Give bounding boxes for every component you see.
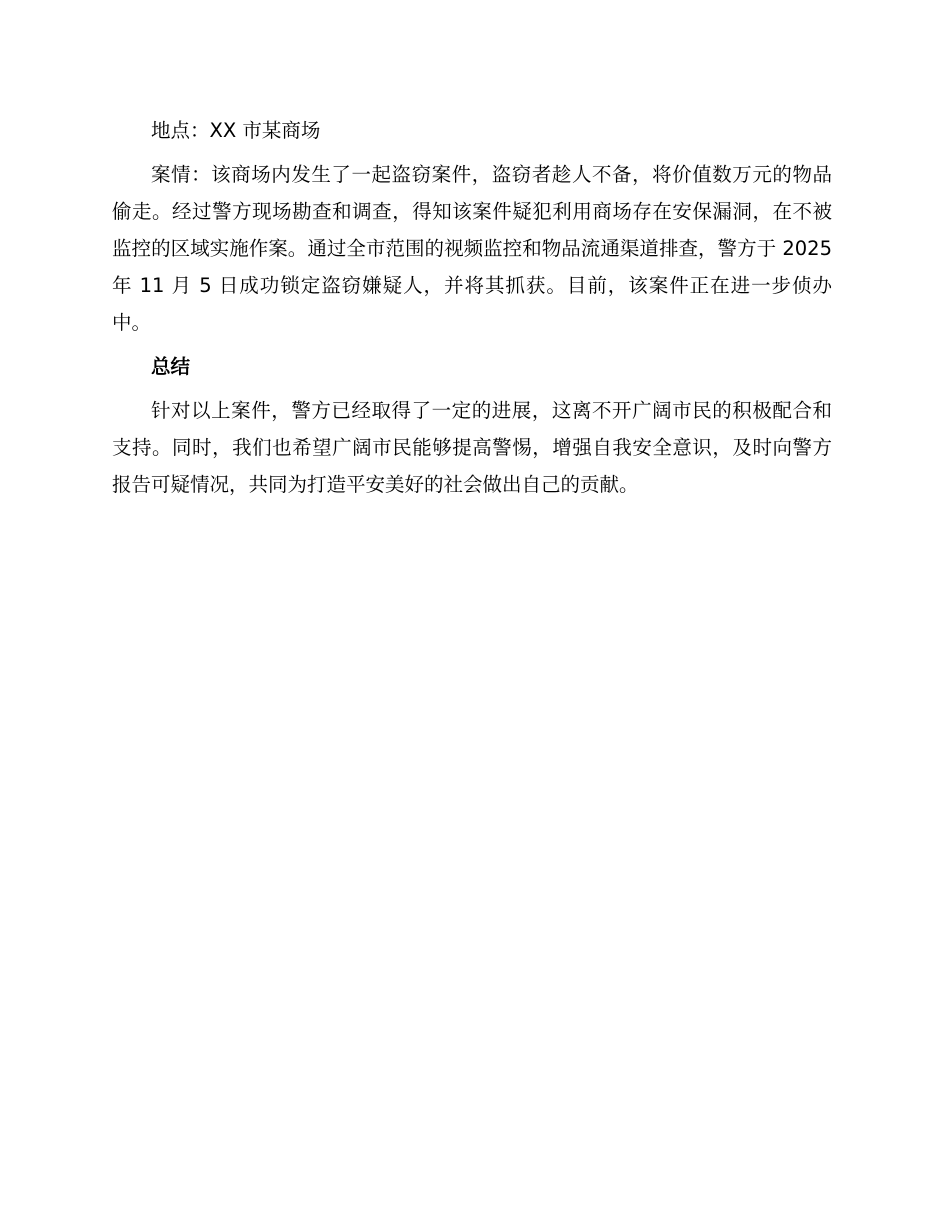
paragraph-gap <box>112 149 832 156</box>
location-line: 地点：XX 市某商场 <box>151 119 321 142</box>
case-paragraph: 案情：该商场内发生了一起盗窃案件，盗窃者趁人不备，将价值数万元的物品偷走。经过警方现场勘查和调查，得知该案件疑犯利用商场存在安保漏洞，在不被监控的区域实施作案。通过全市范围的视频监控和物品流通渠道排查，警方于 2025 年 11 月 5 日成功锁定盗窃嫌疑人，并将其抓获。目前，该案件正在进一步侦办中。 <box>112 163 832 334</box>
summary-heading: 总结 <box>151 355 191 378</box>
summary-paragraph: 针对以上案件，警方已经取得了一定的进展，这离不开广阔市民的积极配合和支持。同时，我们也希望广阔市民能够提高警惕，增强自我安全意识，及时向警方报告可疑情况，共同为打造平安美好的社会做出自己的贡献。 <box>112 399 832 496</box>
paragraph-gap <box>112 341 832 348</box>
paragraph-gap <box>112 385 832 392</box>
document-body <box>112 112 832 503</box>
